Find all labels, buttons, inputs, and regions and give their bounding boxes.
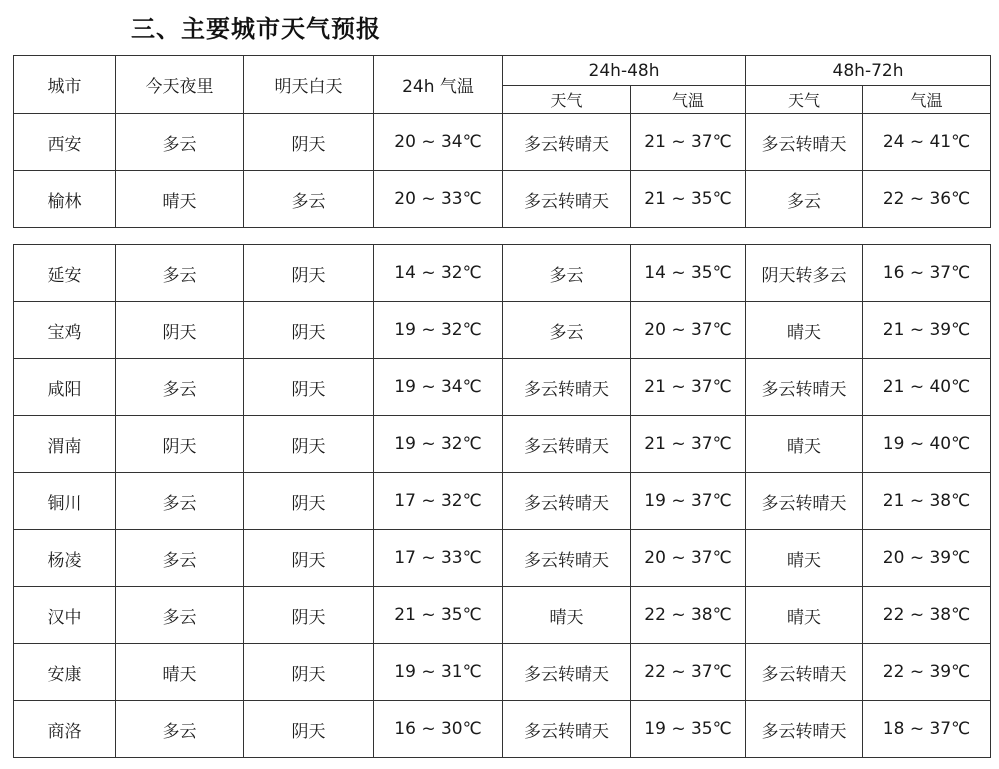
city-cell: 渭南 [14, 416, 116, 473]
tonight-cell: 多云 [116, 245, 244, 302]
table-row [14, 171, 991, 228]
header-range-48-72: 48h-72h [746, 56, 991, 86]
city-cell: 杨凌 [14, 530, 116, 587]
header-row [14, 56, 991, 86]
subheader-weather-48: 天气 [503, 86, 631, 114]
city-cell: 延安 [14, 245, 116, 302]
weather-72h-cell: 晴天 [746, 530, 863, 587]
weather-72h-cell: 多云转晴天 [746, 701, 863, 758]
header-city: 城市 [14, 56, 116, 114]
tomorrow-day-cell: 阴天 [244, 701, 374, 758]
temp-72h-cell: 21 ~ 39℃ [863, 302, 991, 359]
city-cell: 铜川 [14, 473, 116, 530]
forecast-table-top [13, 55, 991, 228]
weather-48h-cell: 多云转晴天 [503, 171, 631, 228]
table-row [14, 302, 991, 359]
tonight-cell: 多云 [116, 587, 244, 644]
tonight-cell: 多云 [116, 359, 244, 416]
temp-48h-cell: 21 ~ 35℃ [631, 171, 746, 228]
header-tonight: 今天夜里 [116, 56, 244, 114]
table-row [14, 701, 991, 758]
temp-72h-cell: 20 ~ 39℃ [863, 530, 991, 587]
tonight-cell: 多云 [116, 114, 244, 171]
temp-72h-cell: 21 ~ 38℃ [863, 473, 991, 530]
weather-48h-cell: 多云转晴天 [503, 114, 631, 171]
temp-24h-cell: 20 ~ 34℃ [374, 114, 503, 171]
temp-24h-cell: 19 ~ 32℃ [374, 302, 503, 359]
subheader-weather-72: 天气 [746, 86, 863, 114]
weather-72h-cell: 晴天 [746, 302, 863, 359]
temp-24h-cell: 14 ~ 32℃ [374, 245, 503, 302]
city-cell: 汉中 [14, 587, 116, 644]
weather-72h-cell: 阴天转多云 [746, 245, 863, 302]
tomorrow-day-cell: 阴天 [244, 644, 374, 701]
temp-48h-cell: 20 ~ 37℃ [631, 530, 746, 587]
weather-48h-cell: 多云转晴天 [503, 530, 631, 587]
temp-48h-cell: 20 ~ 37℃ [631, 302, 746, 359]
tomorrow-day-cell: 阴天 [244, 530, 374, 587]
page-title: 三、主要城市天气预报 [131, 15, 381, 43]
temp-72h-cell: 18 ~ 37℃ [863, 701, 991, 758]
table-row [14, 245, 991, 302]
city-cell: 榆林 [14, 171, 116, 228]
city-cell: 西安 [14, 114, 116, 171]
temp-48h-cell: 14 ~ 35℃ [631, 245, 746, 302]
temp-24h-cell: 17 ~ 32℃ [374, 473, 503, 530]
tomorrow-day-cell: 阴天 [244, 416, 374, 473]
header-tomorrow-day: 明天白天 [244, 56, 374, 114]
temp-24h-cell: 19 ~ 31℃ [374, 644, 503, 701]
tomorrow-day-cell: 阴天 [244, 359, 374, 416]
tonight-cell: 阴天 [116, 302, 244, 359]
temp-48h-cell: 19 ~ 35℃ [631, 701, 746, 758]
subheader-temp-72: 气温 [863, 86, 991, 114]
tomorrow-day-cell: 阴天 [244, 245, 374, 302]
temp-24h-cell: 19 ~ 34℃ [374, 359, 503, 416]
temp-72h-cell: 22 ~ 38℃ [863, 587, 991, 644]
temp-24h-cell: 21 ~ 35℃ [374, 587, 503, 644]
weather-48h-cell: 多云转晴天 [503, 359, 631, 416]
weather-48h-cell: 多云 [503, 302, 631, 359]
temp-24h-cell: 19 ~ 32℃ [374, 416, 503, 473]
table-row [14, 359, 991, 416]
temp-24h-cell: 17 ~ 33℃ [374, 530, 503, 587]
weather-72h-cell: 多云转晴天 [746, 644, 863, 701]
city-cell: 商洛 [14, 701, 116, 758]
temp-72h-cell: 22 ~ 39℃ [863, 644, 991, 701]
tonight-cell: 晴天 [116, 644, 244, 701]
weather-72h-cell: 多云转晴天 [746, 473, 863, 530]
tomorrow-day-cell: 阴天 [244, 473, 374, 530]
temp-72h-cell: 22 ~ 36℃ [863, 171, 991, 228]
tomorrow-day-cell: 阴天 [244, 587, 374, 644]
weather-72h-cell: 晴天 [746, 587, 863, 644]
weather-48h-cell: 晴天 [503, 587, 631, 644]
tomorrow-day-cell: 多云 [244, 171, 374, 228]
temp-48h-cell: 22 ~ 38℃ [631, 587, 746, 644]
forecast-table-bottom [13, 244, 991, 758]
tomorrow-day-cell: 阴天 [244, 114, 374, 171]
temp-72h-cell: 24 ~ 41℃ [863, 114, 991, 171]
table-row [14, 587, 991, 644]
city-cell: 安康 [14, 644, 116, 701]
header-range-24-48: 24h-48h [503, 56, 746, 86]
weather-72h-cell: 多云转晴天 [746, 359, 863, 416]
weather-48h-cell: 多云 [503, 245, 631, 302]
temp-48h-cell: 22 ~ 37℃ [631, 644, 746, 701]
temp-24h-cell: 20 ~ 33℃ [374, 171, 503, 228]
temp-24h-cell: 16 ~ 30℃ [374, 701, 503, 758]
weather-48h-cell: 多云转晴天 [503, 473, 631, 530]
weather-72h-cell: 晴天 [746, 416, 863, 473]
temp-48h-cell: 21 ~ 37℃ [631, 416, 746, 473]
table-row [14, 416, 991, 473]
table-row [14, 114, 991, 171]
tomorrow-day-cell: 阴天 [244, 302, 374, 359]
tonight-cell: 多云 [116, 530, 244, 587]
temp-48h-cell: 21 ~ 37℃ [631, 359, 746, 416]
weather-72h-cell: 多云转晴天 [746, 114, 863, 171]
tonight-cell: 多云 [116, 473, 244, 530]
table-row [14, 473, 991, 530]
weather-48h-cell: 多云转晴天 [503, 644, 631, 701]
temp-72h-cell: 16 ~ 37℃ [863, 245, 991, 302]
temp-72h-cell: 19 ~ 40℃ [863, 416, 991, 473]
table-row [14, 644, 991, 701]
city-cell: 宝鸡 [14, 302, 116, 359]
subheader-temp-48: 气温 [631, 86, 746, 114]
weather-48h-cell: 多云转晴天 [503, 416, 631, 473]
weather-72h-cell: 多云 [746, 171, 863, 228]
temp-72h-cell: 21 ~ 40℃ [863, 359, 991, 416]
tonight-cell: 多云 [116, 701, 244, 758]
city-cell: 咸阳 [14, 359, 116, 416]
tonight-cell: 晴天 [116, 171, 244, 228]
temp-48h-cell: 19 ~ 37℃ [631, 473, 746, 530]
weather-48h-cell: 多云转晴天 [503, 701, 631, 758]
table-row [14, 530, 991, 587]
tonight-cell: 阴天 [116, 416, 244, 473]
temp-48h-cell: 21 ~ 37℃ [631, 114, 746, 171]
header-temp-24h: 24h 气温 [374, 56, 503, 114]
